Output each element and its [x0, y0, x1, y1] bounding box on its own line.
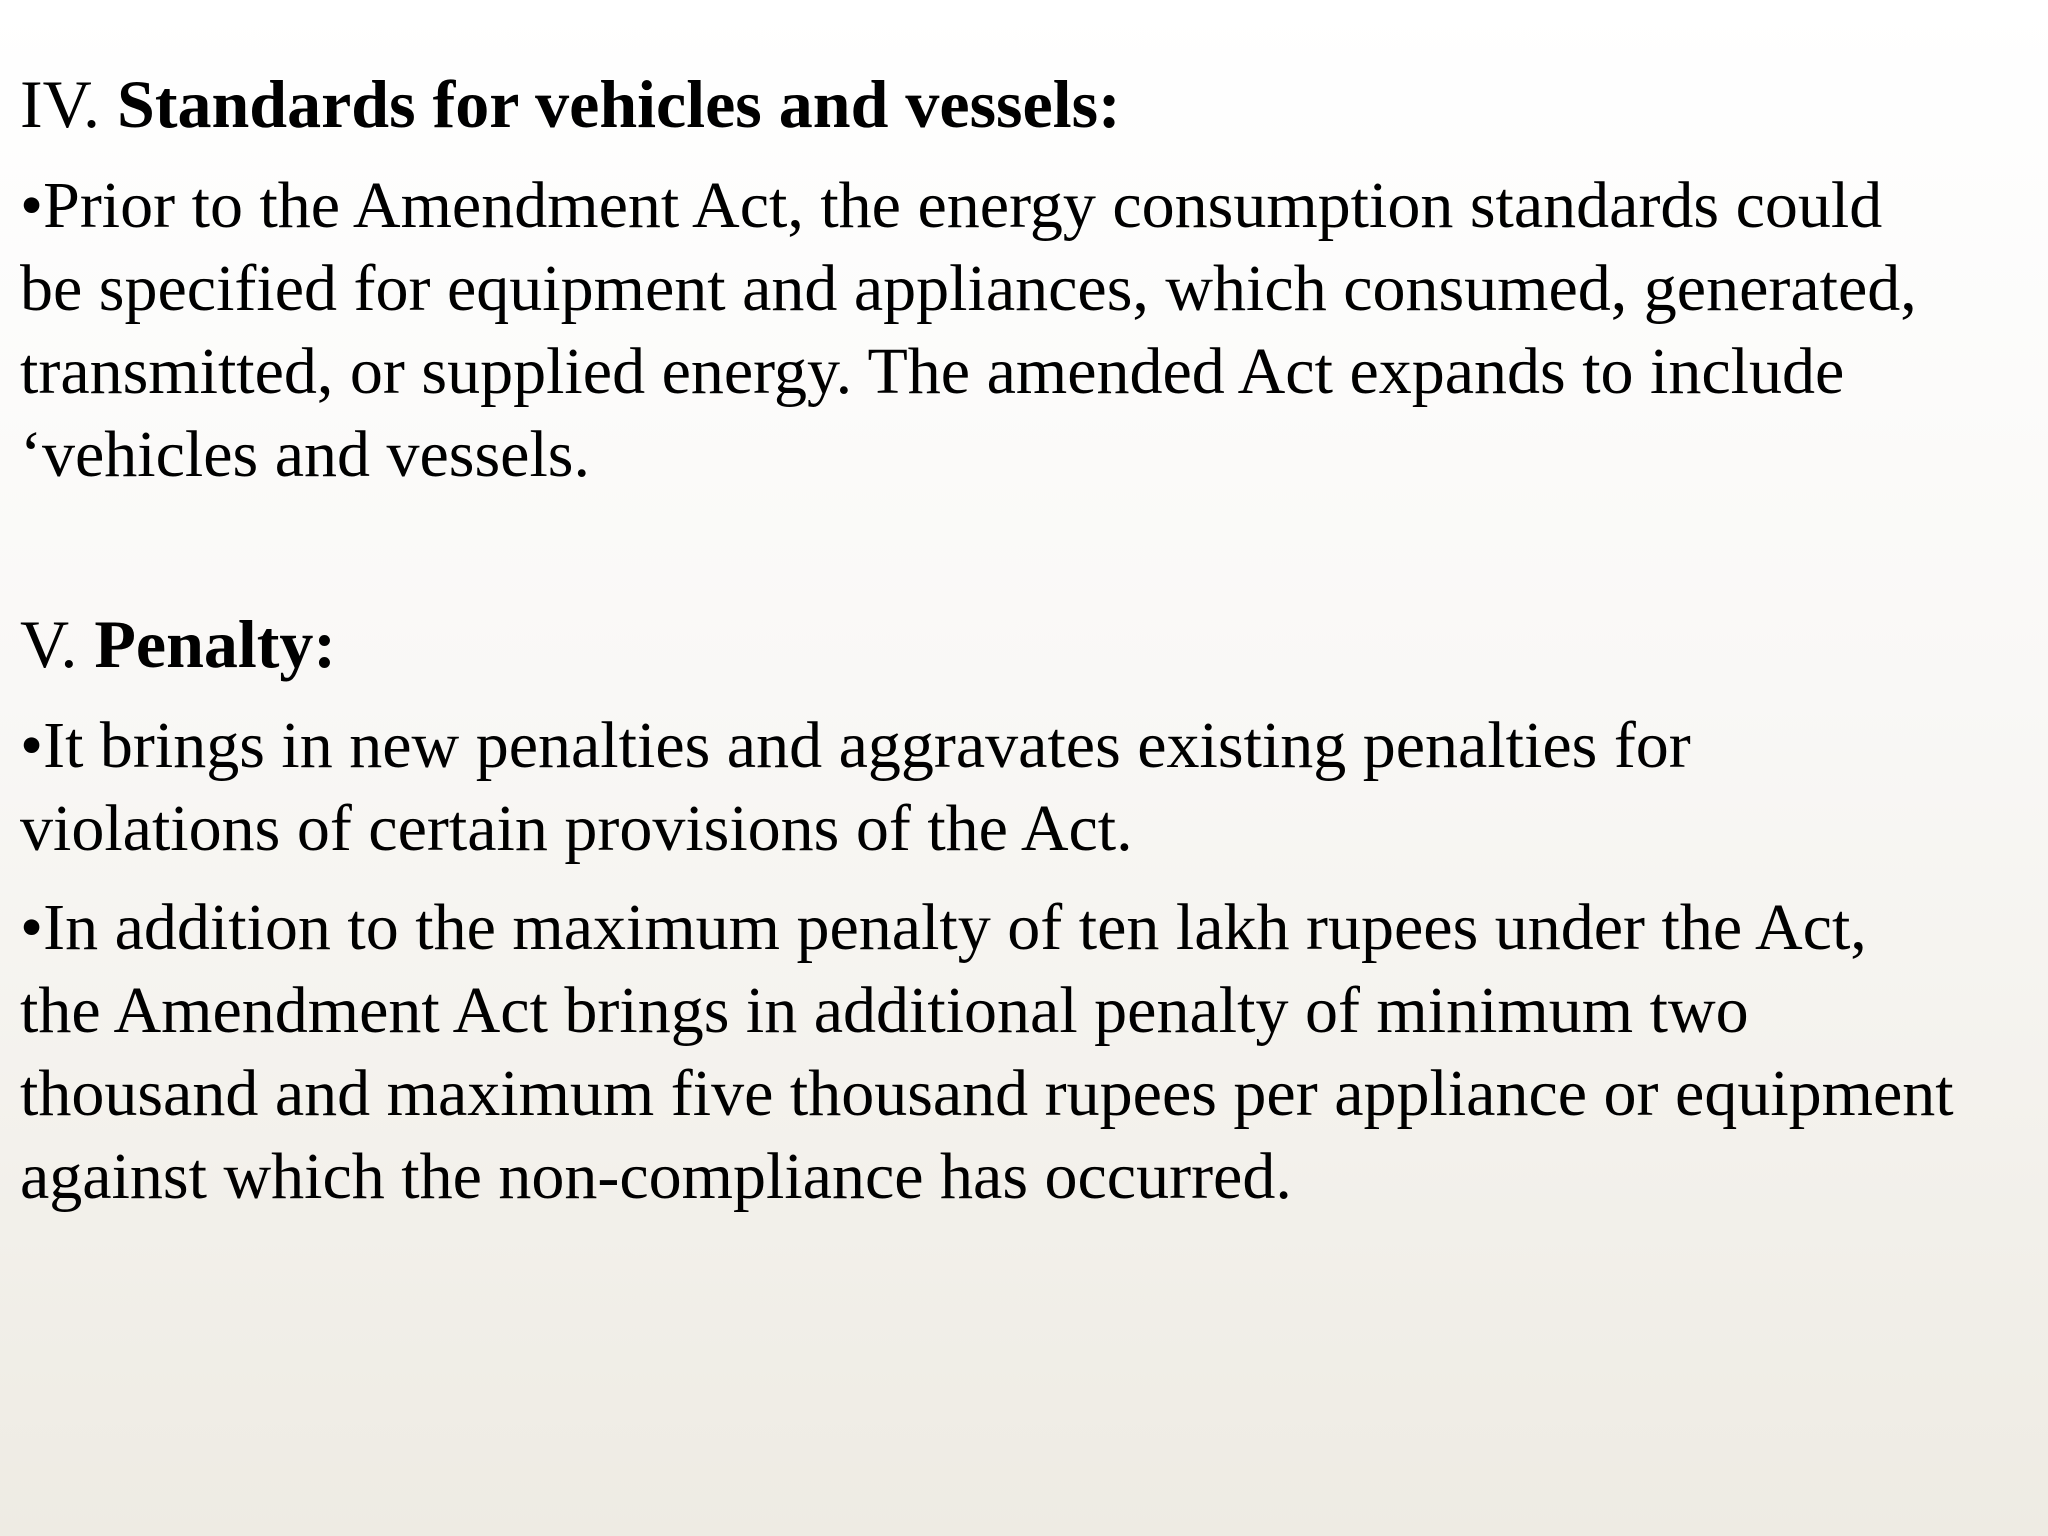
bullet-new-penalties — [20, 704, 2040, 870]
bullet-additional-penalty — [20, 886, 2040, 1218]
bullet-line: •Prior to the Amendment Act, the energy consumption standards could — [20, 169, 1883, 242]
section-title: Penalty: — [94, 606, 337, 682]
bullet-marker: • — [20, 709, 44, 782]
bullet-line: the Amendment Act brings in additional penalty of minimum two — [20, 974, 1749, 1047]
section-numeral: IV. — [20, 66, 100, 142]
bullet-line: against which the non-compliance has occurred. — [20, 1140, 1292, 1213]
bullet-line: •In addition to the maximum penalty of ten lakh rupees under the Act, — [20, 891, 1867, 964]
bullet-line: thousand and maximum five thousand rupees per appliance or equipment — [20, 1057, 1954, 1130]
bullet-line: •It brings in new penalties and aggravates existing penalties for — [20, 709, 1691, 782]
bullet-line: ‘vehicles and vessels. — [20, 418, 590, 491]
section-heading-v — [20, 602, 2048, 686]
section-heading-iv — [20, 62, 2048, 146]
bullet-vehicles-vessels — [20, 164, 2040, 496]
bullet-line: transmitted, or supplied energy. The amended Act expands to include — [20, 335, 1845, 408]
section-numeral: V. — [20, 606, 78, 682]
bullet-marker: • — [20, 169, 44, 242]
bullet-marker: • — [20, 891, 44, 964]
bullet-line: be specified for equipment and appliances, which consumed, generated, — [20, 252, 1917, 325]
section-title: Standards for vehicles and vessels: — [117, 66, 1121, 142]
bullet-line: violations of certain provisions of the Act. — [20, 792, 1133, 865]
